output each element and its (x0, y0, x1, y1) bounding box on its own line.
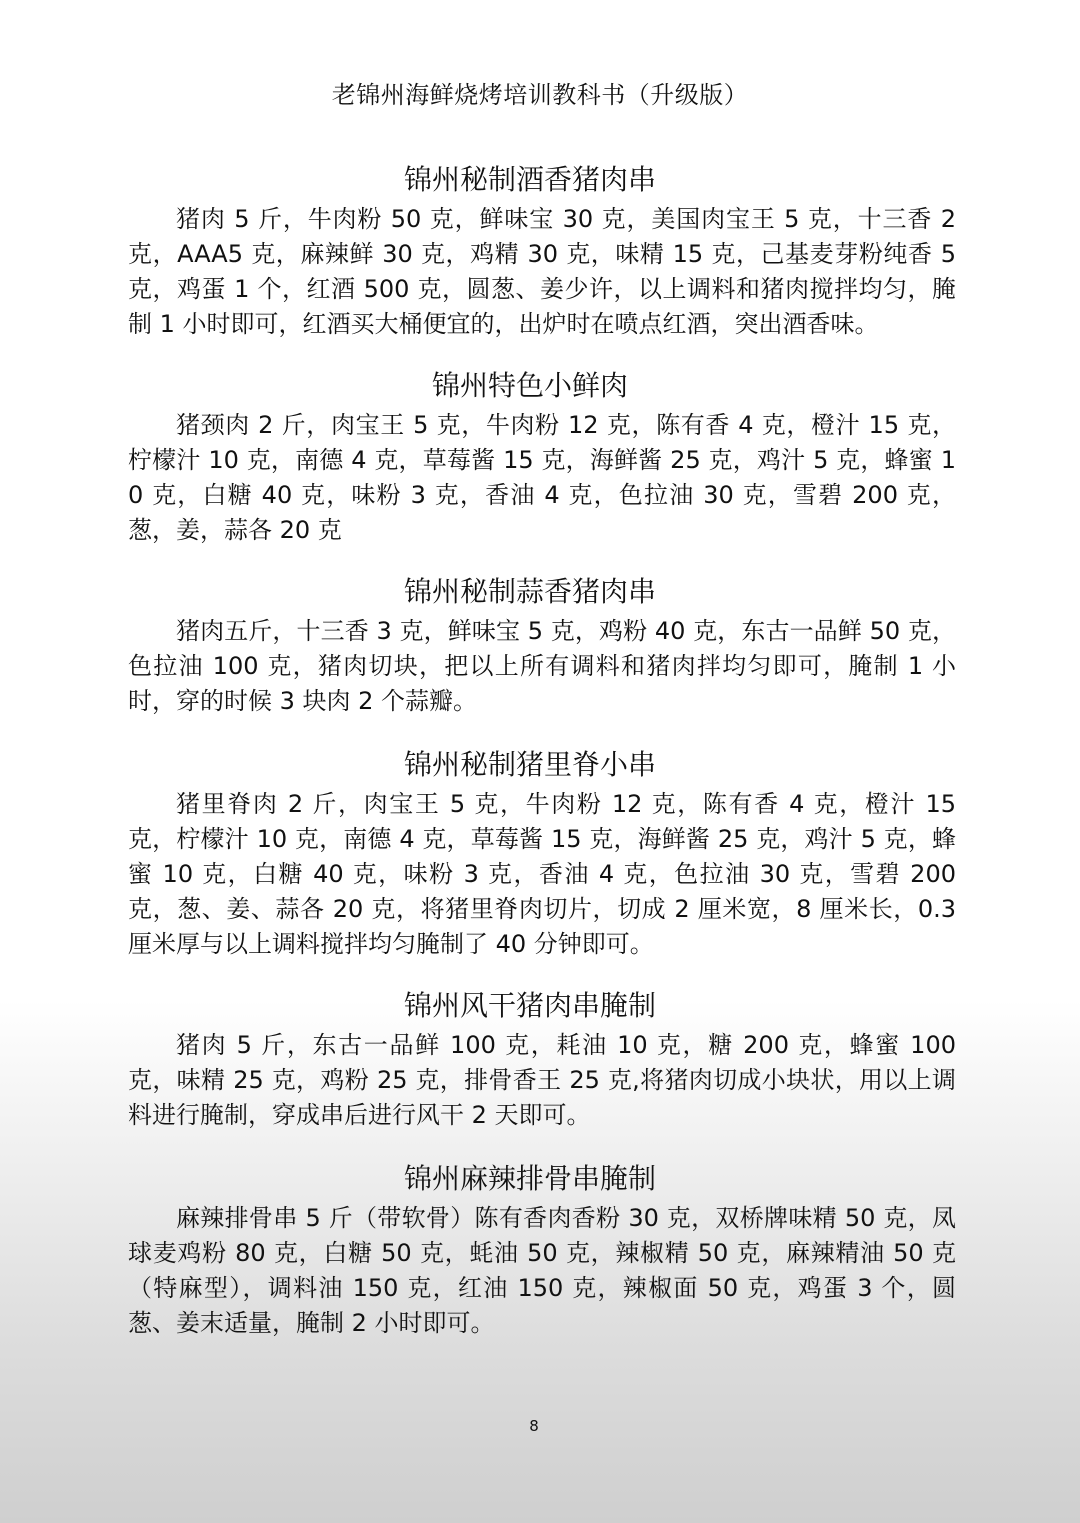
recipe-section-garlic-pork (128, 572, 956, 719)
section-title: 锦州秘制蒜香猪肉串 (403, 575, 656, 608)
recipe-section-spicy-ribs (128, 1159, 956, 1341)
section-body: 麻辣排骨串 5 斤（带软骨）陈有香肉香粉 30 克，双桥牌味精 50 克，凤球麦鸡粉 80 克，白糖 50 克，蚝油 50 克，辣椒精 50 克，麻辣精油 50 克（特麻型），调料油 150 克，红油 150 克，辣椒面 50 克，鸡蛋 3 个，圆葱、姜末适量，腌制 2 小时即可。 (128, 1204, 956, 1337)
document-title: 老锦州海鲜烧烤培训教科书（升级版） (331, 81, 749, 109)
recipe-section-fresh-pork (128, 366, 956, 548)
section-body: 猪颈肉 2 斤，肉宝王 5 克，牛肉粉 12 克，陈有香 4 克，橙汁 15 克，柠檬汁 10 克，南德 4 克，草莓酱 15 克，海鲜酱 25 克，鸡汁 5 克，蜂蜜 10 克，白糖 40 克，味粉 3 克，香油 4 克，色拉油 30 克，雪碧 200 克，葱，姜，蒜各 20 克 (128, 411, 956, 544)
section-title: 锦州风干猪肉串腌制 (403, 989, 656, 1022)
recipe-section-wine-pork (128, 160, 956, 342)
section-body: 猪肉 5 斤，牛肉粉 50 克，鲜味宝 30 克，美国肉宝王 5 克，十三香 2 克，AAA5 克，麻辣鲜 30 克，鸡精 30 克，味精 15 克，己基麦芽粉纯香 5 克，鸡蛋 1 个，红酒 500 克，圆葱、姜少许，以上调料和猪肉搅拌均匀，腌制 1 小时即可，红酒买大桶便宜的，出炉时在喷点红酒，突出酒香味。 (128, 205, 956, 338)
recipe-section-air-dried-pork (128, 986, 956, 1133)
section-title: 锦州特色小鲜肉 (431, 369, 628, 402)
section-title: 锦州麻辣排骨串腌制 (403, 1162, 656, 1195)
section-title: 锦州秘制猪里脊小串 (403, 748, 656, 781)
section-body: 猪肉 5 斤，东古一品鲜 100 克，耗油 10 克，糖 200 克，蜂蜜 100 克，味精 25 克，鸡粉 25 克，排骨香王 25 克,将猪肉切成小块状，用以上调料进行腌制，穿成串后进行风干 2 天即可。 (128, 1031, 956, 1129)
recipe-section-tenderloin (128, 745, 956, 962)
section-title: 锦州秘制酒香猪肉串 (403, 163, 656, 196)
section-body: 猪肉五斤，十三香 3 克，鲜味宝 5 克，鸡粉 40 克，东古一品鲜 50 克，色拉油 100 克，猪肉切块，把以上所有调料和猪肉拌均匀即可，腌制 1 小时，穿的时候 3 块肉 2 个蒜瓣。 (128, 617, 956, 715)
page-number: 8 (529, 1417, 539, 1435)
section-body: 猪里脊肉 2 斤，肉宝王 5 克，牛肉粉 12 克，陈有香 4 克，橙汁 15 克，柠檬汁 10 克，南德 4 克，草莓酱 15 克，海鲜酱 25 克，鸡汁 5 克，蜂蜜 10 克，白糖 40 克，味粉 3 克，香油 4 克，色拉油 30 克，雪碧 200 克，葱、姜、蒜各 20 克，将猪里脊肉切片，切成 2 厘米宽，8 厘米长，0.3 厘米厚与以上调料搅拌均匀腌制了 40 分钟即可。 (128, 790, 956, 958)
